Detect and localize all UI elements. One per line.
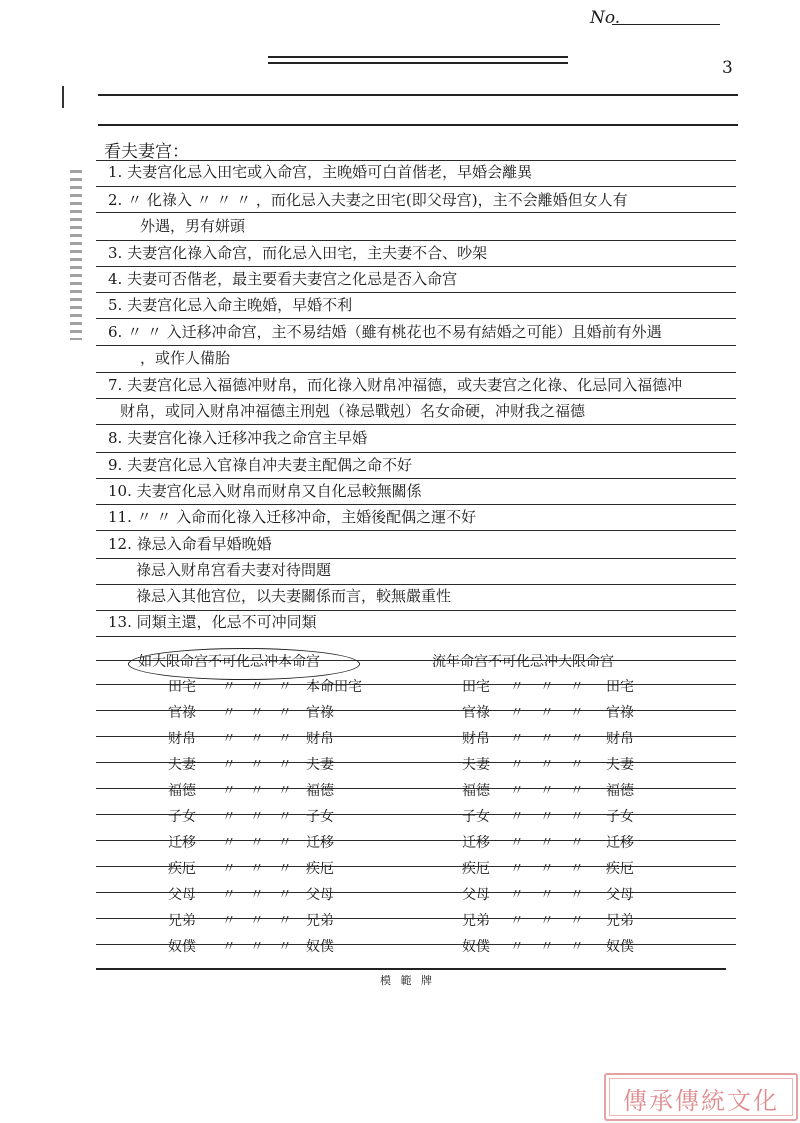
ditto-mark: 〃 [540,731,554,747]
rule-line-11: 11. 〃 〃 入命而化祿入迁移冲命，主婚後配偶之運不好 [108,508,477,526]
ditto-mark: 〃 [278,679,292,695]
table-cell-right-palace: 迁移 [462,835,490,851]
ditto-mark: 〃 [570,679,584,695]
ditto-mark: 〃 [540,887,554,903]
ditto-mark: 〃 [250,731,264,747]
ruled-line [96,212,736,213]
table-cell-left-target: 财帛 [306,731,334,747]
table-cell-left-target: 本命田宅 [306,679,362,695]
ditto-mark: 〃 [222,809,236,825]
table-cell-right-palace: 子女 [462,809,490,825]
table-header-left: 如大限命宫不可化忌冲本命宫 [138,654,320,670]
page-number: 3 [722,58,733,78]
ditto-mark: 〃 [250,705,264,721]
rule-line-9: 9. 夫妻宫化忌入官祿自冲夫妻主配偶之命不好 [108,456,413,474]
ditto-mark: 〃 [540,679,554,695]
rule-line-6: 6. 〃 〃 入迁移冲命宫，主不易结婚（雖有桃花也不易有結婚之可能）且婚前有外遇 [108,323,662,341]
ditto-mark: 〃 [278,783,292,799]
ditto-mark: 〃 [570,913,584,929]
ruled-line [96,530,736,531]
ruled-line [96,345,736,346]
ditto-mark: 〃 [278,731,292,747]
ruled-line [96,504,736,505]
ditto-mark: 〃 [510,809,524,825]
ditto-mark: 〃 [222,783,236,799]
table-cell-right-palace: 夫妻 [462,757,490,773]
table-cell-left-palace: 疾厄 [168,861,196,877]
rule-line-13: 13. 同類主還，化忌不可冲同類 [108,613,317,631]
header-rule-1 [98,94,738,96]
table-cell-right-target: 迁移 [606,835,634,851]
ditto-mark: 〃 [540,705,554,721]
ditto-mark: 〃 [540,809,554,825]
ditto-mark: 〃 [510,679,524,695]
ditto-mark: 〃 [250,809,264,825]
rule-line-1: 1. 夫妻宫化忌入田宅或入命宫，主晚婚可白首偕老，早婚会離異 [108,163,533,181]
table-cell-left-target: 迁移 [306,835,334,851]
rule-line-2b: 外遇，男有姘頭 [140,217,246,235]
ditto-mark: 〃 [540,757,554,773]
ditto-mark: 〃 [540,783,554,799]
ditto-mark: 〃 [278,887,292,903]
page-no-line [612,24,720,25]
ruled-line [96,372,736,373]
ditto-mark: 〃 [250,913,264,929]
ditto-mark: 〃 [222,939,236,955]
ruled-line [96,452,736,453]
ditto-mark: 〃 [250,835,264,851]
ditto-mark: 〃 [570,757,584,773]
ditto-mark: 〃 [510,731,524,747]
table-cell-left-palace: 田宅 [168,679,196,695]
ruled-line [96,636,736,637]
table-cell-right-palace: 福德 [462,783,490,799]
table-cell-left-target: 疾厄 [306,861,334,877]
ditto-mark: 〃 [510,835,524,851]
table-cell-left-target: 子女 [306,809,334,825]
ditto-mark: 〃 [570,887,584,903]
ditto-mark: 〃 [222,835,236,851]
table-header-right: 流年命宫不可化忌冲大限命宫 [432,654,614,670]
rule-line-10: 10. 夫妻宫化忌入财帛而财帛又自化忌較無關係 [108,482,422,500]
rule-line-12b: 祿忌入财帛宫看夫妻对待問題 [136,561,332,579]
rule-line-6b: ，或作人備胎 [140,349,231,367]
ditto-mark: 〃 [570,835,584,851]
ditto-mark: 〃 [250,679,264,695]
table-cell-right-target: 父母 [606,887,634,903]
rule-line-4: 4. 夫妻可否偕老，最主要看夫妻宫之化忌是否入命宫 [108,270,458,288]
ditto-mark: 〃 [570,705,584,721]
ditto-mark: 〃 [510,783,524,799]
ditto-mark: 〃 [510,887,524,903]
ditto-mark: 〃 [222,887,236,903]
ditto-mark: 〃 [250,887,264,903]
ruled-line [96,424,736,425]
ditto-mark: 〃 [222,861,236,877]
ditto-mark: 〃 [278,705,292,721]
ditto-mark: 〃 [278,809,292,825]
table-cell-right-target: 子女 [606,809,634,825]
rule-line-7b: 财帛，或同入财帛冲福德主刑剋（祿忌戰剋）名女命硬，冲财我之福德 [120,402,586,420]
table-cell-left-target: 夫妻 [306,757,334,773]
ditto-mark: 〃 [222,705,236,721]
table-cell-left-target: 奴僕 [306,939,334,955]
footer-brand: 模 範 牌 [380,974,435,987]
table-cell-right-target: 兄弟 [606,913,634,929]
table-cell-right-palace: 兄弟 [462,913,490,929]
binding-holes [70,170,82,340]
table-cell-left-palace: 奴僕 [168,939,196,955]
table-cell-right-target: 官祿 [606,705,634,721]
ruled-line [96,292,736,293]
ditto-mark: 〃 [540,913,554,929]
ditto-mark: 〃 [510,913,524,929]
table-cell-right-palace: 财帛 [462,731,490,747]
ditto-mark: 〃 [570,809,584,825]
header-rule-2 [98,124,738,126]
table-cell-left-target: 官祿 [306,705,334,721]
ditto-mark: 〃 [540,861,554,877]
ditto-mark: 〃 [510,861,524,877]
table-cell-left-palace: 福德 [168,783,196,799]
ditto-mark: 〃 [570,731,584,747]
table-cell-right-target: 夫妻 [606,757,634,773]
margin-mark [62,86,64,108]
rule-line-3: 3. 夫妻宫化祿入命宫，而化忌入田宅，主夫妻不合、吵架 [108,244,488,262]
ditto-mark: 〃 [570,939,584,955]
table-cell-right-palace: 父母 [462,887,490,903]
table-cell-right-target: 奴僕 [606,939,634,955]
table-cell-left-palace: 官祿 [168,705,196,721]
ruled-line [96,266,736,267]
ditto-mark: 〃 [278,939,292,955]
ditto-mark: 〃 [222,913,236,929]
table-cell-right-palace: 疾厄 [462,861,490,877]
table-cell-left-palace: 财帛 [168,731,196,747]
table-cell-right-target: 疾厄 [606,861,634,877]
table-cell-left-palace: 夫妻 [168,757,196,773]
ditto-mark: 〃 [278,861,292,877]
table-cell-right-palace: 奴僕 [462,939,490,955]
table-cell-left-target: 福德 [306,783,334,799]
ruled-line [96,240,736,241]
ditto-mark: 〃 [278,835,292,851]
ruled-line [96,318,736,319]
ditto-mark: 〃 [250,939,264,955]
ditto-mark: 〃 [278,913,292,929]
ditto-mark: 〃 [222,757,236,773]
table-cell-left-palace: 迁移 [168,835,196,851]
ruled-line [96,186,736,187]
rule-line-12: 12. 祿忌入命看早婚晚婚 [108,535,272,553]
rule-line-8: 8. 夫妻宫化祿入迁移冲我之命宫主早婚 [108,429,368,447]
ditto-mark: 〃 [570,783,584,799]
rule-line-5: 5. 夫妻宫化忌入命主晚婚，早婚不利 [108,296,353,314]
ditto-mark: 〃 [510,757,524,773]
table-cell-left-target: 父母 [306,887,334,903]
ditto-mark: 〃 [250,861,264,877]
ruled-line [96,398,736,399]
ditto-mark: 〃 [222,679,236,695]
header-double-rule-top [268,56,568,58]
ditto-mark: 〃 [222,731,236,747]
table-cell-left-palace: 父母 [168,887,196,903]
rule-line-2: 2. 〃 化祿入 〃 〃 〃 ，而化忌入夫妻之田宅(即父母宫)，主不会離婚但女人有 [108,191,628,209]
ditto-mark: 〃 [570,861,584,877]
section-heading: 看夫妻宫： [104,142,189,162]
table-cell-left-palace: 兄弟 [168,913,196,929]
ditto-mark: 〃 [510,705,524,721]
ruled-line [96,478,736,479]
bottom-rule [96,968,726,970]
rule-line-12c: 祿忌入其他宫位，以夫妻關係而言，較無嚴重性 [136,587,452,605]
header-double-rule-bottom [268,62,568,64]
ditto-mark: 〃 [278,757,292,773]
table-cell-right-target: 福德 [606,783,634,799]
table-cell-left-palace: 子女 [168,809,196,825]
table-cell-left-target: 兄弟 [306,913,334,929]
ditto-mark: 〃 [540,835,554,851]
ditto-mark: 〃 [250,757,264,773]
seal-text: 傳承傳統文化 [623,1087,779,1115]
table-cell-right-palace: 田宅 [462,679,490,695]
table-cell-right-target: 田宅 [606,679,634,695]
rule-line-7: 7. 夫妻宫化忌入福德冲财帛，而化祿入财帛冲福德，或夫妻宫之化祿、化忌同入福德冲 [108,376,683,394]
culture-seal-stamp [604,1073,798,1121]
ditto-mark: 〃 [540,939,554,955]
table-cell-right-palace: 官祿 [462,705,490,721]
page-no-label: No. [590,8,621,28]
ditto-mark: 〃 [250,783,264,799]
table-cell-right-target: 财帛 [606,731,634,747]
ditto-mark: 〃 [510,939,524,955]
